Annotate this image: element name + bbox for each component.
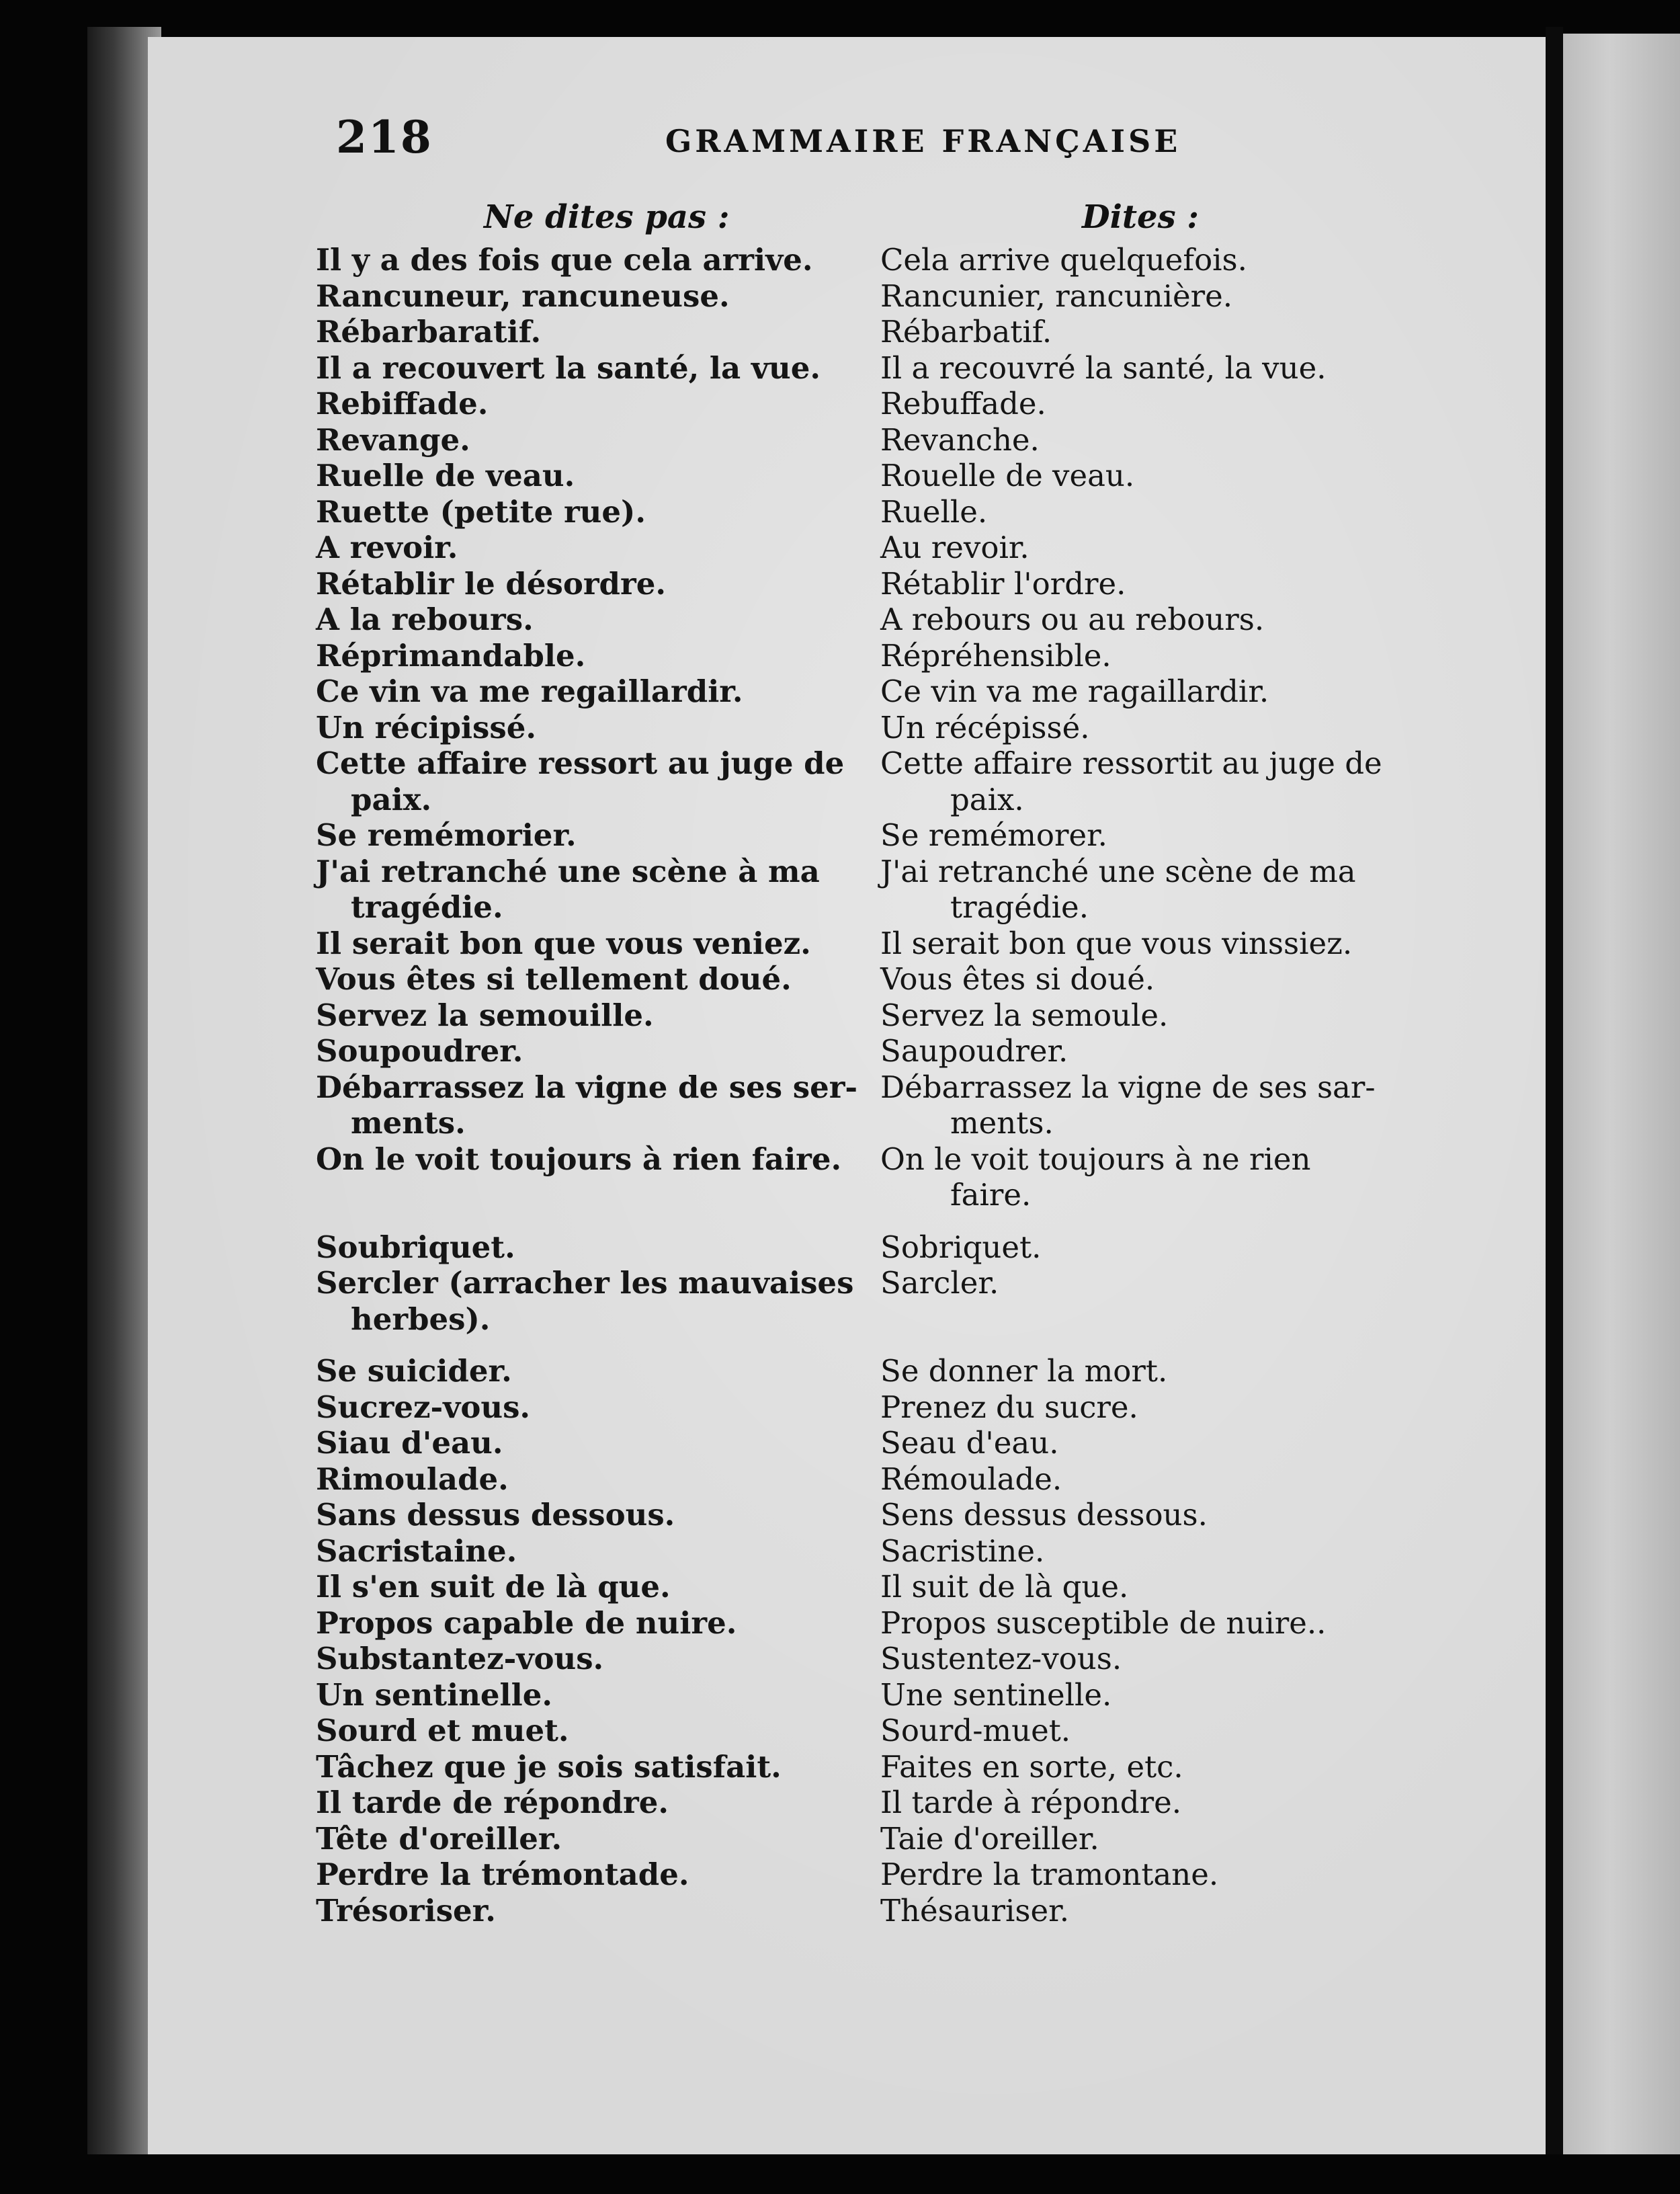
entry-incorrect: Revange. <box>316 421 470 458</box>
entry-row <box>316 1497 1404 1533</box>
entry-correct: Sens dessus dessous. <box>880 1497 1208 1533</box>
entry-correct: paix. <box>950 781 1024 817</box>
entry-incorrect: Rancuneur, rancuneuse. <box>316 278 730 314</box>
entry-incorrect: Ruelle de veau. <box>316 458 575 493</box>
entry-correct: Rémoulade. <box>880 1461 1062 1497</box>
entry-incorrect: Réprimandable. <box>316 637 586 674</box>
entry-incorrect: A revoir. <box>316 530 458 565</box>
entry-incorrect: Il a recouvert la santé, la vue. <box>316 350 821 386</box>
entry-correct: J'ai retranché une scène de ma <box>880 853 1356 889</box>
entry-correct: Taie d'oreiller. <box>880 1820 1099 1857</box>
entry-row <box>316 1229 1404 1266</box>
entry-correct: Rebuffade. <box>880 386 1046 421</box>
facing-page-edge <box>1563 34 1680 2158</box>
entry-row <box>316 1105 1404 1141</box>
entry-row <box>316 530 1404 566</box>
entry-incorrect: On le voit toujours à rien faire. <box>316 1141 842 1177</box>
entry-correct: Sourd-muet. <box>880 1713 1071 1748</box>
entry-row <box>316 494 1404 530</box>
entry-incorrect: paix. <box>351 781 432 817</box>
entry-row <box>316 602 1404 638</box>
entry-incorrect: Propos capable de nuire. <box>316 1604 737 1641</box>
entry-incorrect: Il serait bon que vous veniez. <box>316 925 811 961</box>
entry-row <box>316 1353 1404 1389</box>
entry-correct: Sobriquet. <box>880 1229 1042 1265</box>
entry-incorrect: Il y a des fois que cela arrive. <box>316 242 813 278</box>
entry-incorrect: Vous êtes si tellement doué. <box>316 961 792 997</box>
page-number: 218 <box>336 111 433 163</box>
entry-incorrect: Rébarbaratif. <box>316 314 542 350</box>
entry-incorrect: Se remémorier. <box>316 817 577 853</box>
entry-correct: Prenez du sucre. <box>880 1389 1138 1425</box>
entry-incorrect: Rebiffade. <box>316 386 489 421</box>
entry-correct: Sarcler. <box>880 1265 999 1301</box>
entry-correct: Il serait bon que vous vinssiez. <box>880 925 1353 961</box>
entry-correct: Ce vin va me ragaillardir. <box>880 674 1269 709</box>
entry-row <box>316 1605 1404 1641</box>
entry-correct: Cette affaire ressortit au juge de <box>880 745 1382 781</box>
entry-row <box>316 817 1404 854</box>
entry-incorrect: Sans dessus dessous. <box>316 1497 675 1533</box>
entry-correct: Se remémorer. <box>880 817 1107 853</box>
entry-correct: Saupoudrer. <box>880 1033 1068 1069</box>
entry-correct: Perdre la tramontane. <box>880 1857 1219 1892</box>
entry-correct: faire. <box>950 1177 1032 1213</box>
entry-row <box>316 1141 1404 1178</box>
entry-row <box>316 1425 1404 1461</box>
entry-correct: Rancunier, rancunière. <box>880 278 1233 314</box>
entry-incorrect: Soupoudrer. <box>316 1033 523 1069</box>
entry-row <box>316 1033 1404 1069</box>
entry-correct: Rouelle de veau. <box>880 458 1135 493</box>
entry-correct: Rétablir l'ordre. <box>880 565 1126 602</box>
entry-row <box>316 674 1404 710</box>
entry-row <box>316 1749 1404 1785</box>
scan-bottom-border <box>0 2154 1680 2194</box>
entry-incorrect: Sourd et muet. <box>316 1713 569 1748</box>
entry-correct: Vous êtes si doué. <box>880 961 1155 997</box>
entry-incorrect: Ce vin va me regaillardir. <box>316 674 743 709</box>
entry-correct: ments. <box>950 1105 1054 1141</box>
entry-row <box>316 1265 1404 1301</box>
entry-incorrect: Rimoulade. <box>316 1461 509 1497</box>
entry-correct: On le voit toujours à ne rien <box>880 1141 1311 1177</box>
entry-incorrect: Sacristaine. <box>316 1533 517 1569</box>
entry-correct: Servez la semoule. <box>880 997 1169 1033</box>
entry-correct: Il tarde à répondre. <box>880 1785 1182 1820</box>
entry-row <box>316 314 1404 350</box>
entry-row <box>316 1893 1404 1929</box>
entry-row <box>316 745 1404 782</box>
usage-entries-list <box>316 242 1404 1928</box>
entry-incorrect: Il tarde de répondre. <box>316 1785 669 1820</box>
running-title: GRAMMAIRE FRANÇAISE <box>665 123 1181 159</box>
entry-row <box>316 1461 1404 1498</box>
entry-incorrect: Perdre la trémontade. <box>316 1857 689 1892</box>
entry-row <box>316 1533 1404 1570</box>
entry-incorrect: Sercler (arracher les mauvaises <box>316 1265 854 1301</box>
entry-incorrect: Soubriquet. <box>316 1229 515 1265</box>
page-gutter <box>1546 27 1563 2164</box>
entry-row <box>316 1677 1404 1713</box>
entry-row <box>316 1785 1404 1821</box>
entry-correct: Un récépissé. <box>880 709 1090 745</box>
entry-incorrect: Servez la semouille. <box>316 997 654 1033</box>
entry-row <box>316 1569 1404 1605</box>
entry-row <box>316 242 1404 278</box>
entry-incorrect: Cette affaire ressort au juge de <box>316 745 845 781</box>
entry-incorrect: Tâchez que je sois satisfait. <box>316 1748 782 1785</box>
entry-row <box>316 1713 1404 1749</box>
entry-incorrect: J'ai retranché une scène à ma <box>316 853 820 889</box>
column-heading-wrong: Ne dites pas : <box>484 198 730 236</box>
entry-row <box>316 350 1404 387</box>
entry-row <box>316 638 1404 674</box>
entry-correct: A rebours ou au rebours. <box>880 602 1265 637</box>
entry-row <box>316 854 1404 890</box>
entry-incorrect: Tête d'oreiller. <box>316 1820 562 1857</box>
entry-row <box>316 1389 1404 1426</box>
entry-incorrect: Se suicider. <box>316 1353 512 1389</box>
entry-correct: Seau d'eau. <box>880 1425 1059 1461</box>
entry-incorrect: Il s'en suit de là que. <box>316 1569 671 1604</box>
entry-incorrect: Rétablir le désordre. <box>316 565 667 602</box>
entry-row <box>316 889 1404 926</box>
entry-correct: tragédie. <box>950 889 1089 925</box>
entry-row <box>316 458 1404 494</box>
entry-correct: Revanche. <box>880 421 1040 458</box>
entry-correct: Au revoir. <box>880 530 1030 565</box>
entry-correct: Se donner la mort. <box>880 1353 1168 1389</box>
entry-incorrect: Trésoriser. <box>316 1892 496 1928</box>
entry-correct: Une sentinelle. <box>880 1676 1112 1713</box>
entry-correct: Ruelle. <box>880 493 988 530</box>
entry-row <box>316 386 1404 422</box>
entry-incorrect: Sucrez-vous. <box>316 1389 531 1425</box>
entry-row <box>316 1069 1404 1106</box>
entry-correct: Rébarbatif. <box>880 314 1052 350</box>
entry-row <box>316 1301 1404 1338</box>
entry-correct: Thésauriser. <box>880 1892 1070 1928</box>
entry-incorrect: A la rebours. <box>316 602 534 637</box>
entry-row <box>316 998 1404 1034</box>
column-heading-right: Dites : <box>1082 198 1200 236</box>
entry-incorrect: Siau d'eau. <box>316 1425 503 1461</box>
entry-row <box>316 1857 1404 1893</box>
entry-incorrect: herbes). <box>351 1301 491 1337</box>
entry-row <box>316 782 1404 818</box>
entry-row <box>316 566 1404 602</box>
page-header <box>336 111 1181 165</box>
entry-incorrect: Débarrassez la vigne de ses ser- <box>316 1069 858 1105</box>
entry-correct: Propos susceptible de nuire.. <box>880 1604 1327 1641</box>
entry-row <box>316 961 1404 998</box>
entry-correct: Sacristine. <box>880 1533 1045 1569</box>
entry-row <box>316 926 1404 962</box>
entry-row <box>316 1641 1404 1677</box>
entry-correct: Cela arrive quelquefois. <box>880 242 1247 278</box>
entry-correct: Débarrassez la vigne de ses sar- <box>880 1069 1376 1105</box>
entry-row <box>316 1177 1404 1213</box>
entry-correct: Sustentez-vous. <box>880 1641 1122 1676</box>
entry-row <box>316 278 1404 315</box>
entry-incorrect: Un récipissé. <box>316 709 536 745</box>
entry-row <box>316 1821 1404 1857</box>
entry-row <box>316 710 1404 746</box>
entry-correct: Il suit de là que. <box>880 1569 1129 1604</box>
entry-incorrect: Substantez-vous. <box>316 1641 604 1676</box>
entry-incorrect: ments. <box>351 1105 466 1141</box>
entry-incorrect: tragédie. <box>351 889 503 925</box>
entry-correct: Faites en sorte, etc. <box>880 1748 1183 1785</box>
entry-incorrect: Un sentinelle. <box>316 1676 553 1713</box>
entry-row <box>316 422 1404 458</box>
entry-correct: Répréhensible. <box>880 637 1111 674</box>
entry-incorrect: Ruette (petite rue). <box>316 493 646 530</box>
entry-correct: Il a recouvré la santé, la vue. <box>880 350 1327 386</box>
